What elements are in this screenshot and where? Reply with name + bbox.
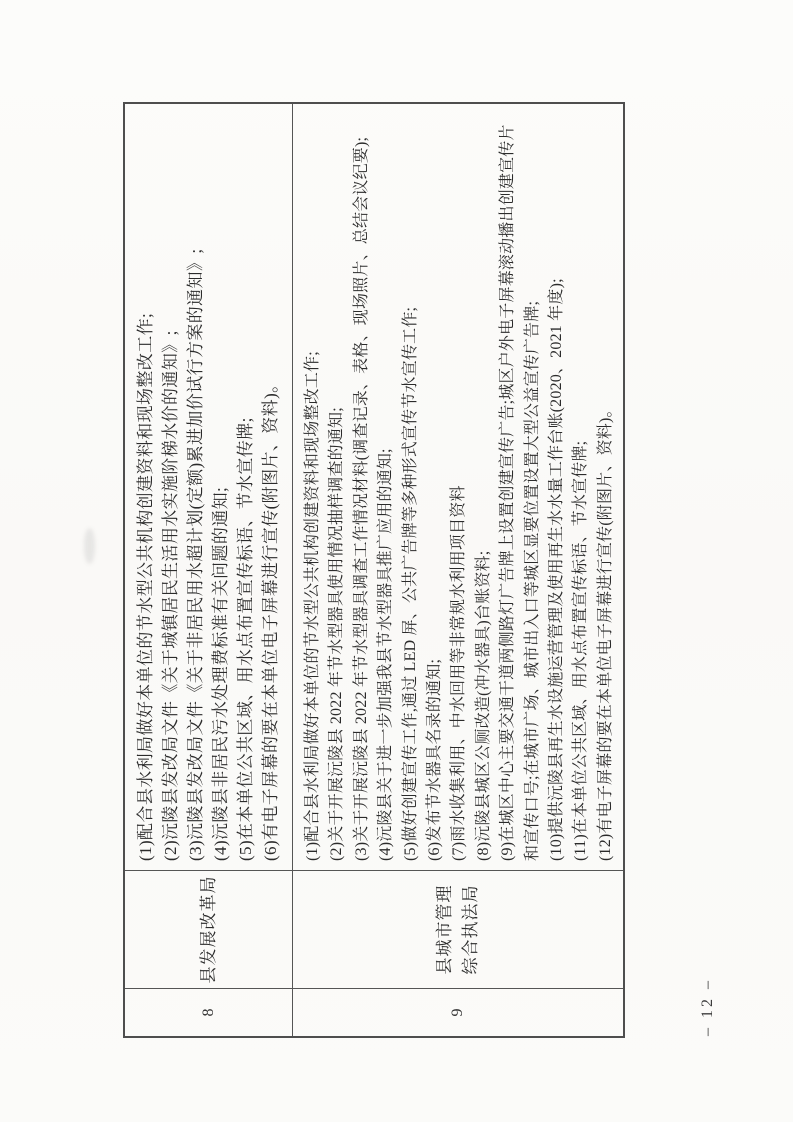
row-number-cell: [293, 988, 623, 1036]
department-cell: [293, 870, 623, 988]
task-line: 和宣传口号;在城市广场、城市出入口等城区显要位置设置大型公益宣传广告牌;: [523, 300, 541, 861]
task-line: (6)发布节水器具名录的通知;: [426, 658, 444, 861]
task-line: (7)雨水收集利用、中水回用等非常规水利用项目资料: [450, 485, 468, 861]
task-line: (2)关于开展沅陵县 2022 年节水型器具使用情况抽样调查的通知;: [328, 407, 346, 861]
task-line: (2)沅陵县发改局文件《关于城镇居民生活用水实施阶梯水价的通知》;: [161, 330, 180, 861]
task-line: (1)配合县水利局做好本单位的节水型公共机构创建资料和现场整改工作;: [304, 351, 321, 861]
department-name-line: 县城市管理: [435, 884, 454, 975]
department-cell: [125, 870, 293, 988]
task-line: (3)关于开展沅陵县 2022 年节水型器具调查工作情况材料(调查记录、表格、现场照片、总结会议纪要);: [352, 136, 370, 861]
task-line: (5)在本单位公共区域、用水点布置宣传标语、节水宣传牌;: [236, 417, 255, 861]
scan-artifact: [84, 528, 95, 564]
row-number: 8: [199, 1008, 217, 1017]
task-line: (3)沅陵县发改局文件《关于非居民用水超计划(定额)累进加价试行方案的通知》;: [186, 248, 205, 861]
task-line: (9)在城区中心主要交通干道两侧路灯广告牌上设置创建宣传广告;城区户外电子屏幕滚动播出创建宣传片: [499, 124, 517, 861]
task-line: (8)沅陵县城区公厕改造(冲水器具)台账资料;: [474, 550, 492, 861]
task-line: (10)提供沅陵县再生水设施运营管理及使用再生水水量工作台账(2020、2021 年度);: [548, 278, 566, 861]
page-number: – 12 –: [699, 978, 716, 1036]
task-line: (4)沅陵县关于进一步加强我县节水型器具推广应用的通知;: [377, 448, 395, 861]
tasks-cell: [293, 104, 623, 870]
task-line: (11)在本单位公共区域、用水点布置宣传标语、节水宣传牌;: [572, 440, 590, 861]
tasks-cell: [125, 104, 293, 870]
task-table: [123, 102, 625, 1038]
row-number: 9: [449, 1008, 466, 1017]
task-line: (6)有电子屏幕的要在本单位电子屏幕进行宣传(附图片、资料)。: [261, 375, 280, 861]
task-line: (12)有电子屏幕的要在本单位电子屏幕进行宣传(附图片、资料)。: [596, 401, 614, 861]
task-line: (5)做好创建宣传工作,通过 LED 屏、公共广告牌等多种形式宣传节水宣传工作;: [401, 306, 419, 861]
row-number-cell: [125, 988, 293, 1036]
department-name: 县发展改革局: [198, 875, 218, 984]
department-name-line: 综合执法局: [461, 884, 480, 975]
task-line: (1)配合县水利局做好本单位的节水型公共机构创建资料和现场整改工作;: [136, 312, 155, 861]
task-line: (4)沅陵县非居民污水处理费标准有关问题的通知;: [211, 486, 230, 861]
